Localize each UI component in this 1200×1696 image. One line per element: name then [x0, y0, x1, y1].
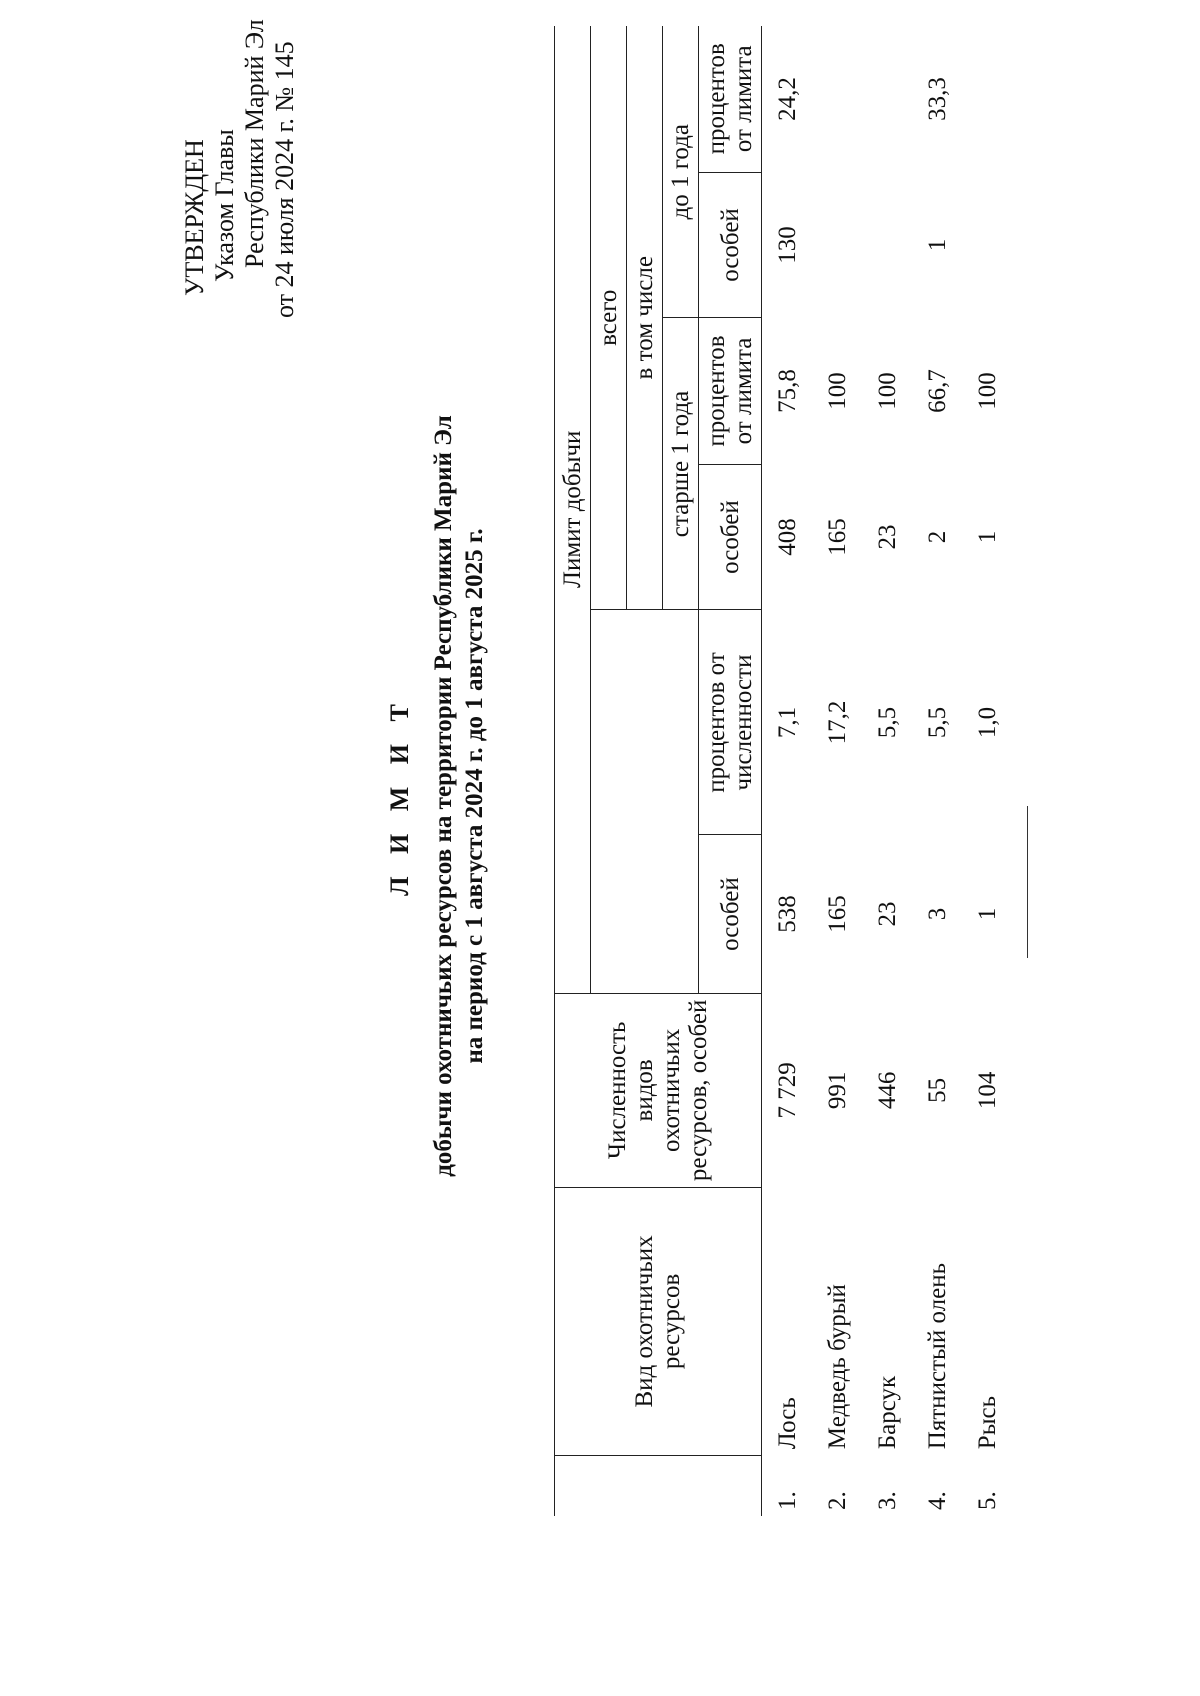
- row-number: 2.: [823, 1491, 851, 1510]
- row-younger: [812, 172, 862, 318]
- row-total-pct: 5,5: [873, 706, 901, 739]
- row-species: Барсук: [873, 1375, 901, 1450]
- approval-title: УТВЕРЖДЕН: [180, 139, 209, 296]
- row-population: 7 729: [773, 1062, 801, 1119]
- row-population: 55: [923, 1077, 951, 1103]
- row-younger-pct: [862, 26, 912, 172]
- header-limit: Лимит добычи: [555, 26, 591, 993]
- table-row: [912, 26, 962, 1516]
- row-number: 3.: [873, 1491, 901, 1510]
- row-species: Медведь бурый: [823, 1284, 851, 1450]
- row-species: Пятнистый олень: [923, 1262, 951, 1450]
- row-older: 1: [973, 530, 1001, 544]
- row-total-pct: 1,0: [973, 706, 1001, 739]
- row-total-pct: 5,5: [923, 706, 951, 739]
- document-subtitle: [428, 196, 490, 1396]
- table-row: [962, 26, 1012, 1516]
- row-total-pct: 7,1: [773, 706, 801, 739]
- row-total: 538: [773, 895, 801, 933]
- row-total: 1: [973, 907, 1001, 921]
- row-younger: [962, 172, 1012, 318]
- row-younger-pct: 24,2: [773, 77, 801, 121]
- row-older-pct: 100: [973, 372, 1001, 410]
- document-title: Л И М И Т: [385, 696, 414, 896]
- row-younger: 1: [923, 238, 951, 252]
- row-younger: [862, 172, 912, 318]
- row-population: 991: [823, 1071, 851, 1110]
- header-species: Вид охотничьих ресурсов: [555, 1188, 762, 1456]
- row-total: 3: [923, 907, 951, 921]
- header-younger-individuals: особей: [699, 172, 762, 318]
- row-total: 23: [873, 901, 901, 927]
- row-younger-pct: 33,3: [923, 77, 951, 121]
- subtitle-line-1: добычи охотничьих ресурсов на территории Республики Марий Эл: [430, 415, 457, 1177]
- row-number: 4.: [923, 1491, 951, 1510]
- header-total: всего: [591, 26, 627, 610]
- approval-decree: Указом Главы: [210, 129, 239, 282]
- header-older: старше 1 года: [663, 318, 699, 610]
- header-total-individuals: особей: [699, 835, 762, 993]
- row-older-pct: 100: [873, 372, 901, 410]
- row-species: Лось: [773, 1397, 801, 1450]
- header-older-pct: процентов от лимита: [699, 318, 762, 464]
- row-total: 165: [823, 895, 851, 933]
- row-total-pct: 17,2: [823, 700, 851, 745]
- row-older-pct: 100: [823, 372, 851, 410]
- row-number: 1.: [773, 1491, 801, 1510]
- row-number: 5.: [973, 1491, 1001, 1510]
- header-total-pct: процентов от численности: [699, 610, 762, 835]
- approval-stamp: [180, 0, 300, 318]
- row-older: 165: [823, 518, 851, 556]
- header-younger: до 1 года: [663, 26, 699, 318]
- closing-divider: [1027, 806, 1028, 958]
- row-younger-pct: [812, 26, 862, 172]
- subtitle-line-2: на период с 1 августа 2024 г. до 1 августа 2025 г.: [461, 528, 488, 1064]
- approval-date-number: от 24 июля 2024 г. № 145: [270, 41, 299, 318]
- header-younger-pct: процентов от лимита: [699, 26, 762, 172]
- row-younger-pct: [962, 26, 1012, 172]
- table-row: [812, 26, 862, 1516]
- row-older: 2: [923, 530, 951, 544]
- limits-table: [554, 26, 1012, 1516]
- approval-republic: Республики Марий Эл: [240, 19, 269, 268]
- row-population: 104: [973, 1071, 1001, 1110]
- row-older: 23: [873, 524, 901, 550]
- header-population: Численность видов охотничьих ресурсов, особей: [555, 993, 762, 1188]
- row-older: 408: [773, 518, 801, 556]
- table-row: [862, 26, 912, 1516]
- row-species: Рысь: [973, 1396, 1001, 1450]
- table-row: [762, 26, 813, 1516]
- header-older-individuals: особей: [699, 464, 762, 610]
- row-younger: 130: [773, 226, 801, 264]
- header-number-col: [555, 1455, 762, 1516]
- row-population: 446: [873, 1071, 901, 1110]
- header-total-spacer: [591, 610, 699, 993]
- row-older-pct: 66,7: [923, 369, 951, 413]
- header-including: в том числе: [627, 26, 663, 610]
- row-older-pct: 75,8: [773, 369, 801, 413]
